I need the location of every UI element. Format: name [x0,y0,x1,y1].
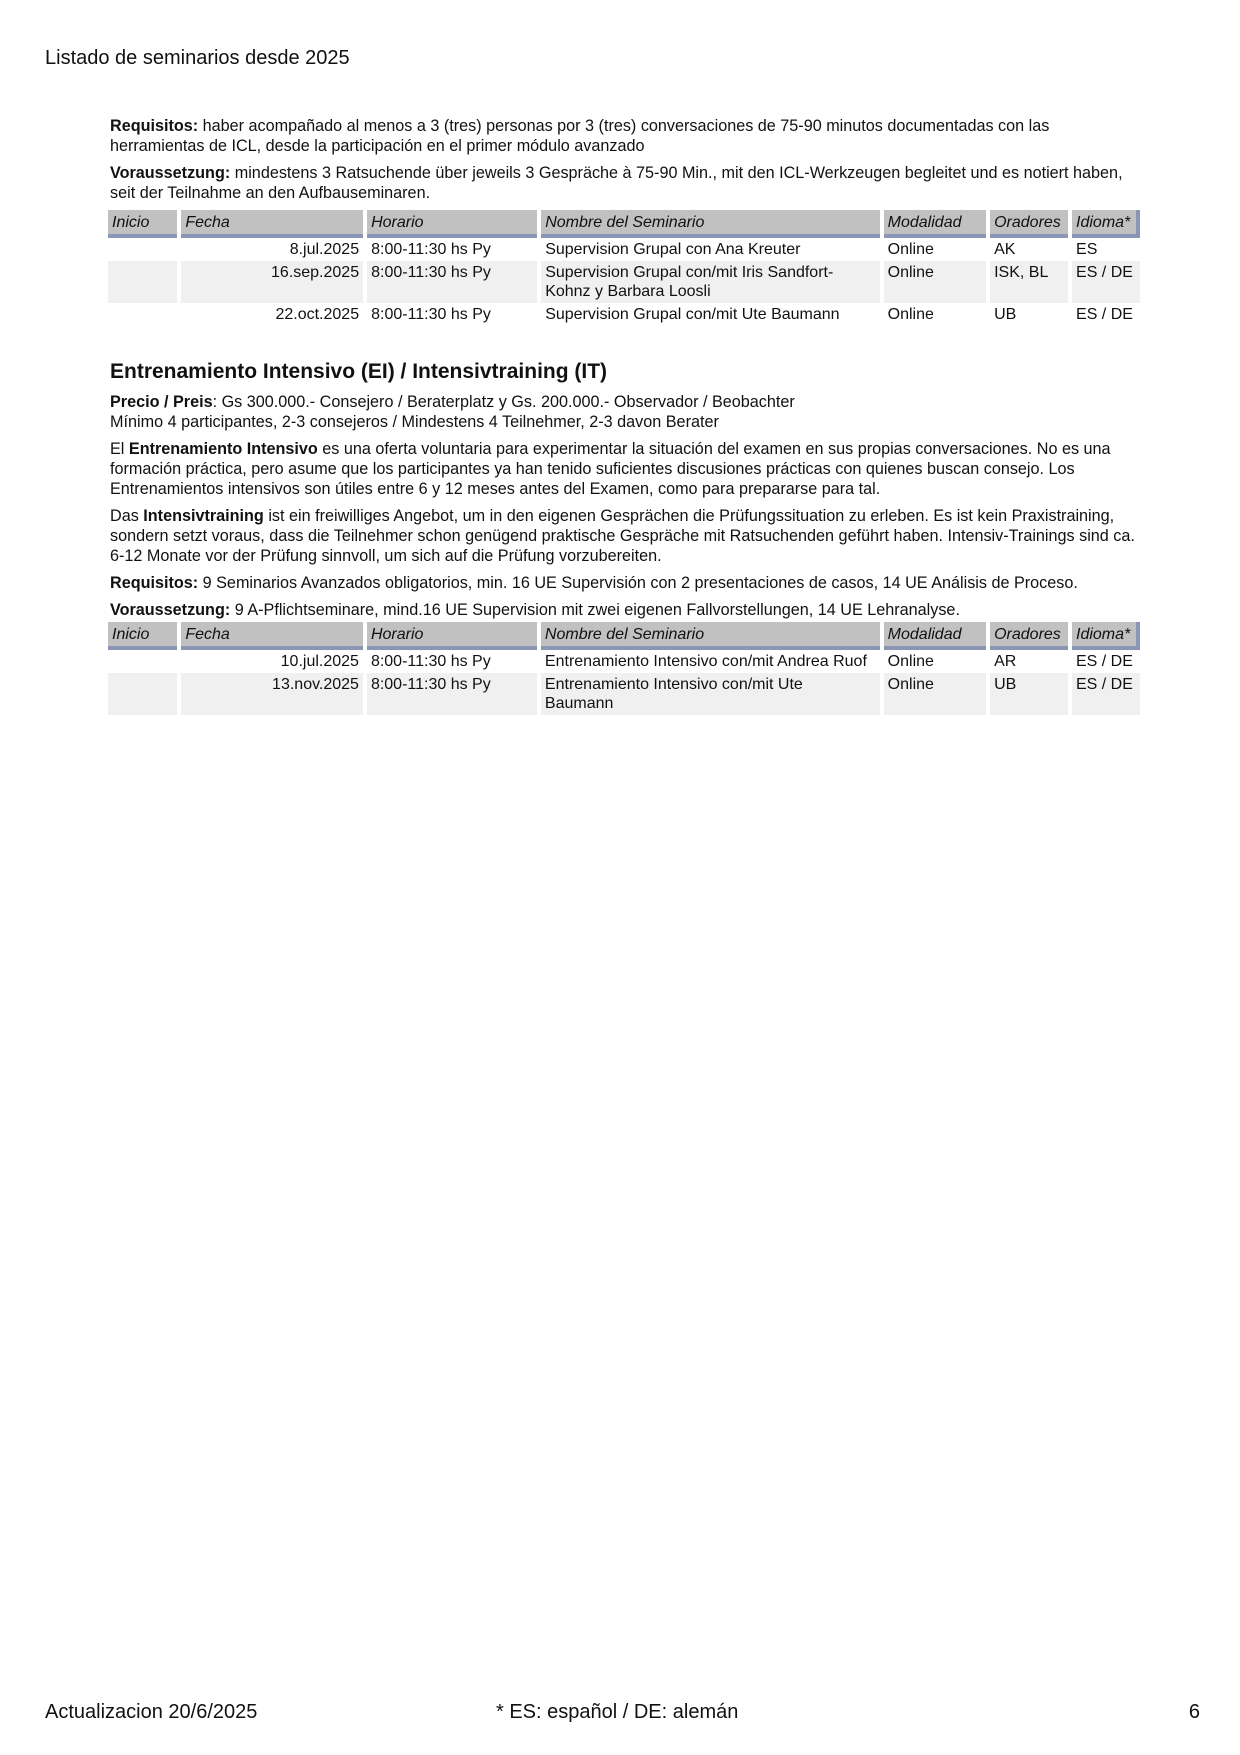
cell-modalidad: Online [887,653,934,670]
footer-page-number: 6 [1188,1701,1200,1723]
cell-inicio [108,261,177,303]
voraussetzung-label: Voraussetzung: [110,601,231,619]
table-row [108,261,1140,303]
cell-inicio [108,673,177,715]
header-inicio: Inicio [108,622,177,650]
intensive-description-de [110,506,1142,566]
cell-idioma: ES / DE [1072,673,1140,715]
header-horario: Horario [367,210,537,238]
table-row [108,238,1140,261]
voraussetzung-text: mindestens 3 Ratsuchende über jeweils 3 Gespräche à 75-90 Min., mit den ICL-Werkzeugen begleitet und es notiert haben, seit der Teilnahme an den Aufbauseminaren. [110,164,1123,202]
cell-fecha: 10.jul.2025 [280,653,359,670]
cell-fecha: 8.jul.2025 [289,241,360,258]
cell-horario: 8:00-11:30 hs Py [367,673,537,715]
supervision-schedule-table [104,210,1144,326]
cell-nombre: Entrenamiento Intensivo con/mit Andrea Ruof [544,653,867,670]
requirements-text: haber acompañado al menos a 3 (tres) personas por 3 (tres) conversaciones de 75-90 minutos documentadas con las herramientas de ICL, desde la participación en el primer módulo avanzado [110,117,1050,155]
intensive-schedule-table [104,622,1144,715]
cell-horario: 8:00-11:30 hs Py [371,241,491,258]
cell-inicio [108,650,177,673]
cell-idioma: ES / DE [1072,261,1140,303]
table-header-row [108,210,1140,238]
header-modalidad: Modalidad [884,622,986,650]
header-horario: Horario [367,622,537,650]
supervision-requirements-es [110,116,1142,156]
header-inicio: Inicio [108,210,177,238]
cell-horario: 8:00-11:30 hs Py [367,261,537,303]
price-text: : Gs 300.000.- Consejero / Beraterplatz y Gs. 200.000.- Observador / Beobachter [212,393,795,411]
intensive-requirements-de [110,600,1142,620]
footer-language-legend: * ES: español / DE: alemán [496,1701,739,1723]
requirements-text: 9 Seminarios Avanzados obligatorios, min. 16 UE Supervisión con 2 presentaciones de casos, 14 UE Análisis de Proceso. [198,574,1078,592]
cell-nombre: Entrenamiento Intensivo con/mit Ute Baumann [541,673,880,715]
header-oradores: Oradores [990,622,1068,650]
footer-update-date: Actualizacion 20/6/2025 [45,1701,258,1723]
cell-inicio [108,238,177,261]
header-fecha: Fecha [181,210,363,238]
cell-nombre: Supervision Grupal con/mit Iris Sandfort-Kohnz y Barbara Loosli [541,261,879,303]
cell-oradores: AK [994,241,1016,258]
description-es-prefix: El [110,440,129,458]
price-label: Precio / Preis [110,393,213,411]
description-es-text: es una oferta voluntaria para experimentar la situación del examen en sus propias conversaciones. No es una formación práctica, pero asume que los participantes ya han tenido suficientes discusiones prácticas con quienes buscan consejo. Los Entrenamientos intensivos son útiles entre 6 y 12 meses antes del Examen, como para prepararse para tal. [110,440,1111,498]
cell-idioma: ES / DE [1076,653,1133,670]
intensive-description-es [110,439,1142,499]
minimum-participants-text: Mínimo 4 participantes, 2-3 consejeros / Mindestens 4 Teilnehmer, 2-3 davon Berater [110,413,719,431]
description-de-text: ist ein freiwilliges Angebot, um in den eigenen Gesprächen die Prüfungssituation zu erleben. Es ist kein Praxistraining, sondern setzt voraus, dass die Teilnehmer schon genügend praktische Gespräche mit Ratsuchenden geführt haben. Intensiv-Trainings sind ca. 6-12 Monate vor der Prüfung sinnvoll, um sich auf die Prüfung vorzubereiten. [110,507,1135,565]
requirements-label: Requisitos: [110,574,199,592]
cell-fecha: 13.nov.2025 [181,673,363,715]
requirements-label: Requisitos: [110,117,199,135]
header-idioma: Idioma* [1072,210,1140,238]
table-row [108,673,1140,715]
cell-idioma: ES / DE [1076,306,1133,323]
cell-oradores: ISK, BL [990,261,1068,303]
cell-inicio [108,303,177,326]
cell-modalidad: Online [887,241,934,258]
voraussetzung-label: Voraussetzung: [110,164,231,182]
cell-oradores: AR [994,653,1017,670]
description-de-prefix: Das [110,507,144,525]
cell-fecha: 22.oct.2025 [275,306,360,323]
header-idioma: Idioma* [1072,622,1140,650]
description-es-bold: Entrenamiento Intensivo [128,440,318,458]
cell-horario: 8:00-11:30 hs Py [371,306,491,323]
cell-modalidad: Online [887,306,934,323]
intensive-section-title: Entrenamiento Intensivo (EI) / Intensivtraining (IT) [110,360,608,383]
cell-modalidad: Online [884,673,986,715]
cell-nombre: Supervision Grupal con/mit Ute Baumann [545,306,840,323]
voraussetzung-text: 9 A-Pflichtseminare, mind.16 UE Supervision mit zwei eigenen Fallvorstellungen, 14 UE Lehranalyse. [230,601,960,619]
page-header-title: Listado de seminarios desde 2025 [45,47,350,69]
header-nombre: Nombre del Seminario [541,622,880,650]
supervision-requirements-de [110,163,1142,203]
cell-oradores: UB [990,673,1068,715]
table-row [108,303,1140,326]
header-fecha: Fecha [181,622,363,650]
header-modalidad: Modalidad [884,210,986,238]
cell-oradores: UB [994,306,1017,323]
intensive-requirements-es [110,573,1142,593]
table-row [108,650,1140,673]
cell-fecha: 16.sep.2025 [181,261,363,303]
table-header-row [108,622,1140,650]
header-oradores: Oradores [990,210,1068,238]
header-nombre: Nombre del Seminario [541,210,879,238]
intensive-price [110,392,1142,432]
cell-horario: 8:00-11:30 hs Py [370,653,491,670]
page-content [110,116,1142,715]
cell-modalidad: Online [884,261,986,303]
cell-idioma: ES [1076,241,1098,258]
cell-nombre: Supervision Grupal con Ana Kreuter [545,241,801,258]
description-de-bold: Intensivtraining [143,507,264,525]
